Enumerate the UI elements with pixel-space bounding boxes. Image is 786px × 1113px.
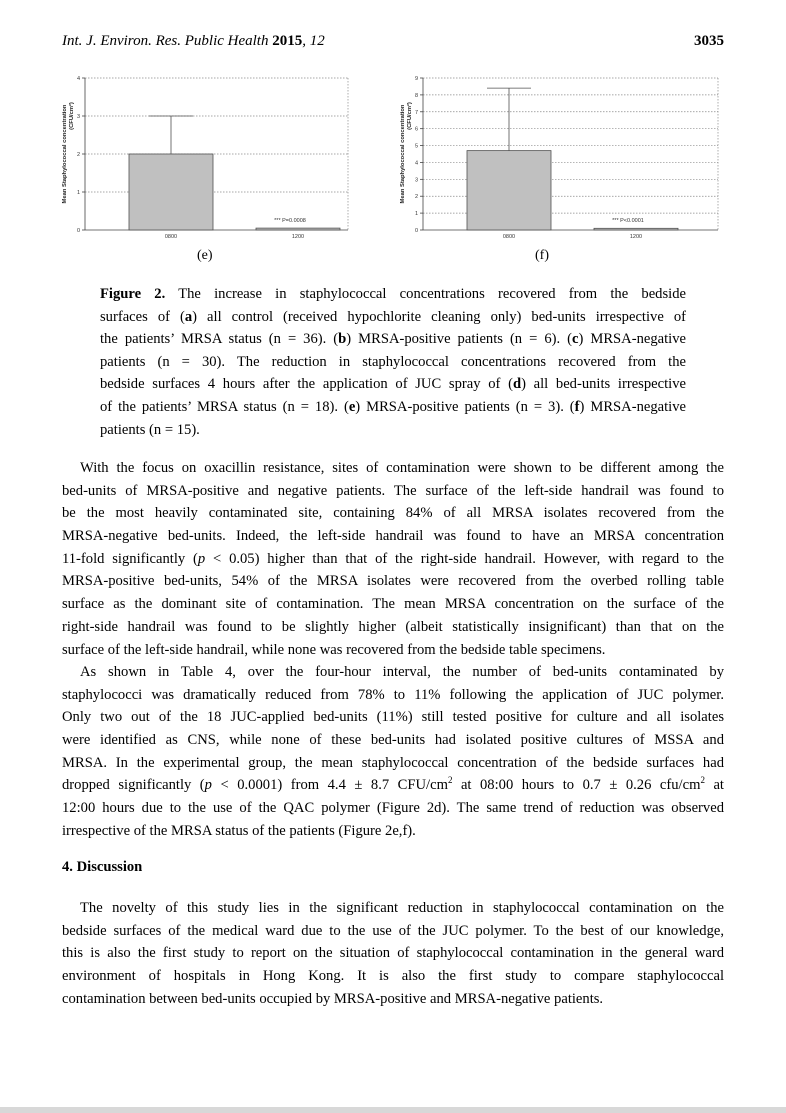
y-tick-label: 3 (76, 114, 80, 120)
y-axis-label: Mean Staphylococcal concentration (400, 104, 406, 204)
y-tick-label: 7 (414, 109, 418, 116)
caption-line: patients (n = 30). The reduction in staphylococcal concentrations recovered from the (100, 353, 686, 370)
bar (594, 228, 678, 230)
chart-e-svg (58, 70, 358, 245)
text-line: be the most heavily contaminated site, containing 84% of all MRSA isolates recovered from the (62, 505, 724, 522)
caption-line: the patients’ MRSA status (n = 36). (b) MRSA-positive patients (n = 6). (c) MRSA-negative (100, 331, 686, 348)
text-line: The novelty of this study lies in the significant reduction in staphylococcal contamination on the (80, 900, 724, 916)
caption-line: of the patients’ MRSA status (n = 18). (e) MRSA-positive patients (n = 3). (f) MRSA-negative (100, 398, 687, 415)
y-tick-label: 2 (414, 194, 418, 201)
y-tick-label: 4 (414, 160, 418, 167)
chart-f-svg (396, 70, 726, 245)
y-tick-label: 0 (76, 228, 80, 234)
figure-caption (100, 283, 686, 441)
y-tick-label: 2 (76, 152, 80, 158)
caption-line: bedside surfaces 4 hours after the application of JUC spray of (d) all bed-units irrespective (100, 376, 686, 393)
text-line: right-side handrail was found to be slightly higher (albeit statistically insignificant) than that on the (62, 618, 724, 635)
text-line: MRSA-positive bed-units, 54% of the MRSA isolates were recovered from the overbed rolling table (62, 573, 724, 590)
bar (129, 154, 213, 230)
text-line: With the focus on oxacillin resistance, sites of contamination were shown to be different among the (80, 460, 724, 476)
y-tick-label: 5 (414, 143, 418, 150)
x-tick-label: 1200 (629, 234, 643, 240)
paragraph-table4 (62, 661, 724, 843)
y-tick-label: 1 (414, 211, 418, 218)
text-line: surface of the left-side handrail, while none was recovered from the bedside table specimens. (62, 641, 606, 658)
text-line: contamination between bed-units occupied by MRSA-positive and MRSA-negative patients. (62, 990, 604, 1007)
panel-label-f: (f) (535, 248, 549, 263)
text-line: bedside surfaces of the medical ward due to the use of the JUC polymer. To the best of our knowledge, (62, 922, 724, 939)
y-axis-unit: (CFU/cm²) (407, 102, 413, 130)
x-tick-label: 0800 (502, 234, 516, 240)
caption-line: surfaces of (a) all control (received hypochlorite cleaning only) bed-units irrespective of (100, 308, 686, 325)
text-line: surface as the dominant site of contamination. The mean MRSA concentration on the surface of the (62, 596, 724, 613)
x-tick-label: 0800 (164, 234, 178, 240)
bar (256, 228, 340, 230)
y-tick-label: 9 (414, 76, 418, 82)
page-number: 3035 (694, 33, 724, 49)
significance-annotation: *** P=0.0008 (274, 218, 306, 224)
paragraph-oxacillin (62, 457, 724, 661)
y-axis-label: Mean Staphylococcal concentration (62, 104, 68, 204)
text-line: staphylococci was dramatically reduced from 78% to 11% following the application of JUC polymer. (62, 686, 724, 703)
text-line: Only two out of the 18 JUC-applied bed-units (11%) still tested positive for culture and all isolates (62, 709, 724, 726)
caption-line: Figure 2. The increase in staphylococcal concentrations recovered from the bedside (100, 286, 686, 302)
text-line: this is also the first study to report on the situation of staphylococcal contamination in the general ward (62, 945, 724, 962)
page-header (62, 33, 724, 53)
x-tick-label: 1200 (291, 234, 305, 240)
footer-bar (0, 1107, 786, 1113)
text-line: environment of hospitals in Hong Kong. It is also the first study to compare staphylococcal (62, 968, 724, 985)
text-line: bed-units of MRSA-positive and negative patients. The surface of the left-side handrail was found to (62, 482, 724, 499)
y-tick-label: 4 (76, 76, 80, 82)
chart-f (396, 70, 726, 245)
paragraph-discussion (62, 897, 724, 1010)
caption-line: patients (n = 15). (100, 421, 200, 438)
journal-volume: 12 (309, 33, 325, 49)
y-tick-label: 8 (414, 92, 418, 99)
section-heading-discussion: 4. Discussion (62, 859, 143, 875)
y-tick-label: 1 (76, 190, 80, 196)
text-line: MRSA-negative bed-units. Indeed, the left-side handrail was found to have an MRSA concentration (62, 528, 724, 545)
significance-annotation: *** P<0.0001 (612, 218, 644, 224)
bar (467, 151, 551, 230)
text-line: 11-fold significantly (p < 0.05) higher than that of the right-side handrail. However, with regard to the (62, 550, 724, 567)
text-line: 12:00 hours due to the use of the QAC polymer (Figure 2d). The same trend of reduction was observed (62, 800, 724, 817)
text-line: dropped significantly (p < 0.0001) from 4.4 ± 8.7 CFU/$cm^2$ at 08:00 hours to 0.7 ± 0.26 cfu/$cm^2$ at (62, 774, 724, 794)
y-tick-label: 6 (414, 126, 418, 133)
panel-label-e: (e) (197, 248, 213, 263)
text-line: As shown in Table 4, over the four-hour interval, the number of bed-units contaminated by (80, 664, 724, 680)
chart-e (58, 70, 358, 245)
text-line: were identified as CNS, while none of these bed-units had isolated positive cultures of MSSA and (62, 732, 724, 749)
text-line: MRSA. In the experimental group, the mean staphylococcal concentration of the bedside surfaces had (62, 754, 724, 771)
journal-citation: Int. J. Environ. Res. Public Health 2015, 12 (62, 33, 325, 49)
journal-name: Int. J. Environ. Res. Public Health (62, 33, 269, 49)
journal-year: 2015 (272, 33, 303, 49)
y-axis-unit: (CFU/cm²) (69, 102, 75, 130)
y-tick-label: 3 (414, 177, 418, 184)
text-line: irrespective of the MRSA status of the patients (Figure 2e,f). (62, 822, 416, 839)
y-tick-label: 0 (414, 228, 418, 234)
